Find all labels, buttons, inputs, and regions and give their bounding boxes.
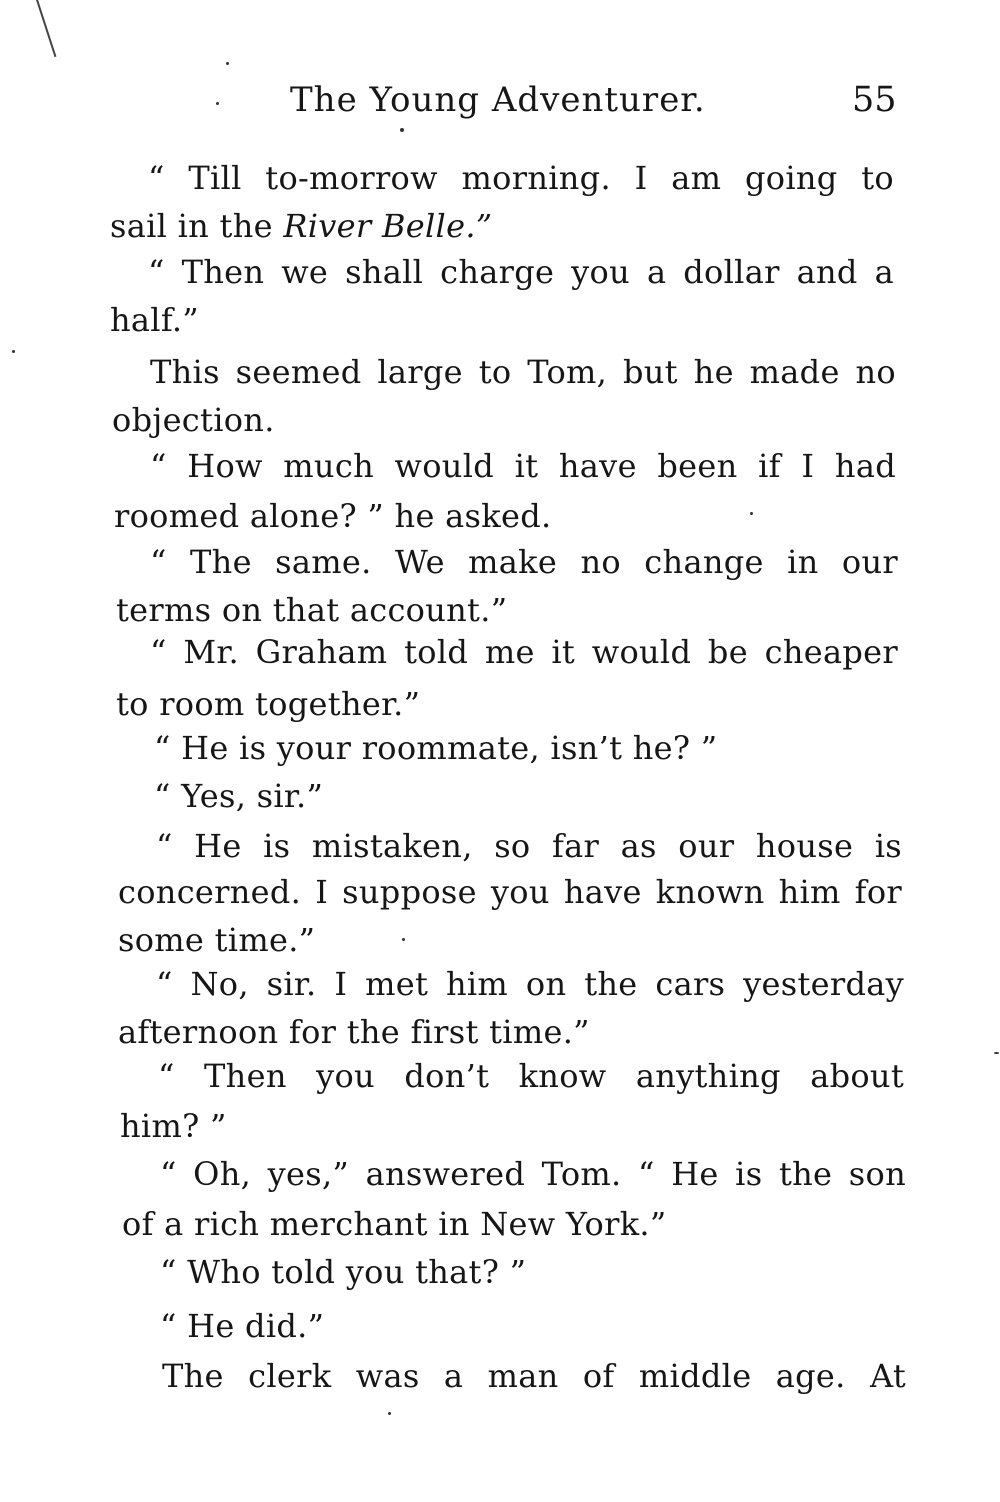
text-line: objection.	[112, 401, 275, 439]
text-line: “ Till to-morrow morning. I am going to	[148, 159, 894, 197]
ink-speck	[12, 350, 15, 353]
text-line: “ Then you don’t know anything about	[158, 1057, 904, 1095]
ink-speck	[400, 128, 404, 132]
text-line: afternoon for the first time.”	[118, 1013, 590, 1051]
text-line: terms on that account.”	[116, 591, 508, 629]
text-line: “ He is mistaken, so far as our house is	[156, 827, 902, 865]
text-line: The clerk was a man of middle age. At	[162, 1357, 906, 1395]
text-line: “ Oh, yes,” answered Tom. “ He is the son	[160, 1155, 906, 1193]
text-line: “ Yes, sir.”	[154, 777, 324, 815]
text-line: “ No, sir. I met him on the cars yesterday	[156, 965, 904, 1003]
text-line: to room together.”	[116, 685, 421, 723]
text-line: “ Mr. Graham told me it would be cheaper	[150, 633, 898, 671]
ink-speck	[402, 938, 405, 941]
page-edge-mark	[36, 0, 56, 57]
text-line: “ Then we shall charge you a dollar and a	[148, 253, 894, 291]
text-line: “ He is your roommate, isn’t he? ”	[154, 729, 718, 767]
text-line: of a rich merchant in New York.”	[122, 1205, 667, 1243]
text-line: This seemed large to Tom, but he made no	[150, 353, 896, 391]
text-line: “ Who told you that? ”	[160, 1253, 527, 1291]
text-line	[110, 206, 492, 246]
ink-speck	[226, 62, 229, 65]
page-header	[0, 80, 1000, 130]
text-line: concerned. I suppose you have known him for	[118, 873, 902, 911]
ink-speck	[994, 1052, 999, 1054]
italic-ship-name: River Belle.”	[283, 207, 493, 245]
running-title: The Young Adventurer.	[290, 80, 706, 120]
text-line: “ He did.”	[160, 1307, 325, 1345]
text-line: “ How much would it have been if I had	[150, 447, 896, 485]
ink-speck	[216, 102, 219, 105]
text-line: “ The same. We make no change in our	[150, 543, 898, 581]
text-line: roomed alone? ” he asked.	[114, 497, 552, 535]
ink-speck	[750, 512, 753, 515]
text-line: some time.”	[118, 921, 316, 959]
text-span: sail in the	[110, 207, 284, 245]
ink-speck	[388, 1412, 391, 1415]
text-line: half.”	[110, 301, 199, 339]
page-number: 55	[852, 80, 897, 120]
text-line: him? ”	[120, 1107, 227, 1145]
